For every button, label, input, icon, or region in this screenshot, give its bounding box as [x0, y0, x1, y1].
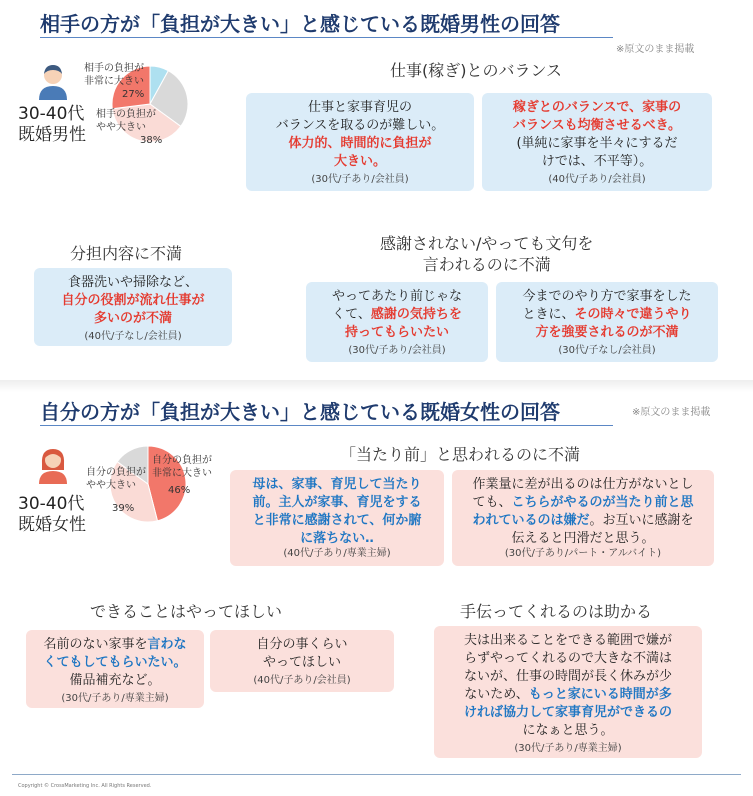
men-heading-thanks-l1: 感謝されない/やっても文句を: [380, 234, 594, 253]
respondent-source: (40代/子あり/会社員): [548, 174, 646, 185]
women-card-taken-2: [452, 470, 714, 566]
women-label-line1: 30-40代: [18, 494, 85, 514]
footer-rule: [12, 774, 741, 775]
respondent-source: (40代/子なし/会社員): [84, 331, 182, 342]
highlight: われているのは嫌だ: [472, 513, 590, 528]
highlight: 母は、家事、育児して当たり: [252, 477, 422, 492]
text: ないため、: [464, 687, 529, 702]
highlight: こちらがやるのが当たり前と思: [511, 495, 694, 510]
respondent-source: (30代/子なし/会社員): [558, 345, 656, 356]
man-avatar-icon: [38, 64, 68, 100]
highlight: くてもしてもらいたい。: [43, 655, 187, 670]
text: 夫は出来ることをできる範囲で嫌が: [463, 633, 672, 648]
women-card-help: [434, 626, 702, 758]
highlight: もっと家にいる時間が多: [528, 687, 672, 702]
men-panel-title: 相手の方が「負担が大きい」と感じている既婚男性の回答: [40, 12, 560, 36]
men-card-thanks-1: [306, 282, 488, 362]
respondent-source: (30代/子あり/専業主婦): [514, 743, 622, 754]
highlight: 多いのが不満: [93, 311, 172, 326]
men-group-label: [18, 104, 86, 146]
men-pie-label-very-l1: 相手の負担が: [84, 63, 144, 74]
women-card-can-2: [210, 630, 394, 692]
text: 伝えると円滑だと思う。: [511, 531, 655, 546]
women-pie-label-some: [86, 466, 146, 515]
highlight: 稼ぎとのバランスで、家事の: [512, 100, 682, 115]
women-panel-title: 自分の方が「負担が大きい」と感じている既婚女性の回答: [40, 400, 560, 424]
copyright: Copyright © CrossMarketing Inc. All Rights Reserved.: [18, 783, 152, 789]
women-group-label: [18, 494, 86, 536]
panel-separator: [0, 380, 753, 392]
men-card-thanks-2: [496, 282, 718, 362]
men-pie-label-some-l2: やや大きい: [96, 122, 146, 133]
women-label-line2: 既婚女性: [18, 515, 86, 535]
text: 備品補充など。: [69, 673, 161, 688]
text: やってほしい: [262, 655, 341, 670]
men-heading-content: 分担内容に不満: [70, 244, 183, 263]
text: (単純に家事を半々にするだ: [516, 136, 678, 151]
highlight: 大きい。: [333, 154, 386, 169]
men-heading-balance: 仕事(稼ぎ)とのバランス: [390, 61, 563, 80]
women-title-rule: [40, 425, 613, 426]
text: くて、: [332, 307, 371, 322]
men-title-rule: [40, 37, 613, 38]
highlight: 感謝の気持ちを: [370, 307, 462, 322]
text: 名前のない家事を: [43, 637, 148, 652]
women-heading-taken: 「当たり前」と思われるのに不満: [340, 445, 581, 464]
highlight: 体力的、時間的に負担が: [288, 136, 432, 151]
respondent-source: (40代/子あり/会社員): [253, 675, 351, 686]
highlight: ければ協力して家事育児ができるの: [463, 705, 672, 720]
text: 。お互いに感謝を: [589, 513, 694, 528]
women-heading-help: 手伝ってくれるのは助かる: [460, 602, 653, 621]
text: 仕事と家事育児の: [307, 100, 412, 115]
highlight: その時々で違うやり: [574, 307, 692, 322]
highlight: と非常に感謝されて、何か腑: [252, 513, 422, 528]
highlight: 持ってもらいたい: [344, 325, 449, 340]
men-pie-label-some: [96, 108, 162, 147]
text: やってあたり前じゃな: [331, 289, 462, 304]
highlight: 前。主人が家事、育児をする: [252, 495, 422, 510]
text: 今までのやり方で家事をした: [522, 289, 692, 304]
text: らずやってくれるので大きな不満は: [463, 651, 672, 666]
women-pie-label-very-l2: 非常に大きい: [152, 468, 212, 479]
text: ないが、仕事の時間が長く休みが少: [463, 669, 672, 684]
men-label-line2: 既婚男性: [18, 125, 86, 145]
men-card-balance-2: [482, 93, 712, 191]
men-note: ※原文のまま掲載: [616, 44, 695, 55]
text: ても、: [472, 495, 512, 510]
respondent-source: (40代/子あり/専業主婦): [283, 548, 391, 559]
men-pie-label-very: [84, 62, 144, 101]
women-card-taken-1: [230, 470, 444, 566]
text: けでは、不平等）。: [541, 154, 653, 169]
woman-avatar-icon: [38, 448, 68, 484]
men-pie-label-very-pct: 27%: [122, 89, 145, 100]
text: バランスを取るのが難しい。: [275, 118, 445, 133]
men-heading-thanks-l2: 言われるのに不満: [422, 255, 551, 274]
text: 自分の事くらい: [256, 637, 348, 652]
women-pie-label-very-l1: 自分の負担が: [152, 455, 212, 466]
text: 食器洗いや掃除など、: [67, 275, 198, 290]
women-heading-can: できることはやってほしい: [90, 602, 283, 621]
respondent-source: (30代/子あり/会社員): [311, 174, 409, 185]
men-pie-label-very-l2: 非常に大きい: [84, 76, 144, 87]
women-card-can-1: [26, 630, 204, 708]
highlight: バランスも均衡させるべき。: [512, 118, 682, 133]
text: 作業量に差が出るのは仕方がないとし: [472, 477, 694, 492]
highlight: 自分の役割が流れ仕事が: [61, 293, 205, 308]
women-pie-label-very-pct: 46%: [168, 485, 191, 496]
women-note: ※原文のまま掲載: [632, 407, 711, 418]
women-pie-label-some-pct: 39%: [112, 503, 135, 514]
respondent-source: (30代/子あり/パート・アルバイト): [504, 548, 662, 559]
women-pie-label-very: [152, 454, 212, 497]
respondent-source: (30代/子あり/専業主婦): [61, 693, 169, 704]
respondent-source: (30代/子あり/会社員): [348, 345, 446, 356]
text: ときに、: [522, 307, 575, 322]
women-pie-label-some-l2: やや大きい: [86, 480, 136, 491]
men-heading-thanks: [380, 233, 593, 275]
women-pie-label-some-l1: 自分の負担が: [86, 467, 146, 478]
highlight: 方を強要されるのが不満: [535, 325, 679, 340]
men-label-line1: 30-40代: [18, 104, 85, 124]
highlight: に落ちない‥: [300, 531, 374, 546]
men-pie-label-some-pct: 38%: [140, 135, 163, 146]
text: になぁと思う。: [522, 723, 614, 738]
men-pie-label-some-l1: 相手の負担が: [96, 109, 156, 120]
highlight: 言わな: [147, 637, 187, 652]
men-card-balance-1: [246, 93, 474, 191]
men-card-content: [34, 268, 232, 346]
